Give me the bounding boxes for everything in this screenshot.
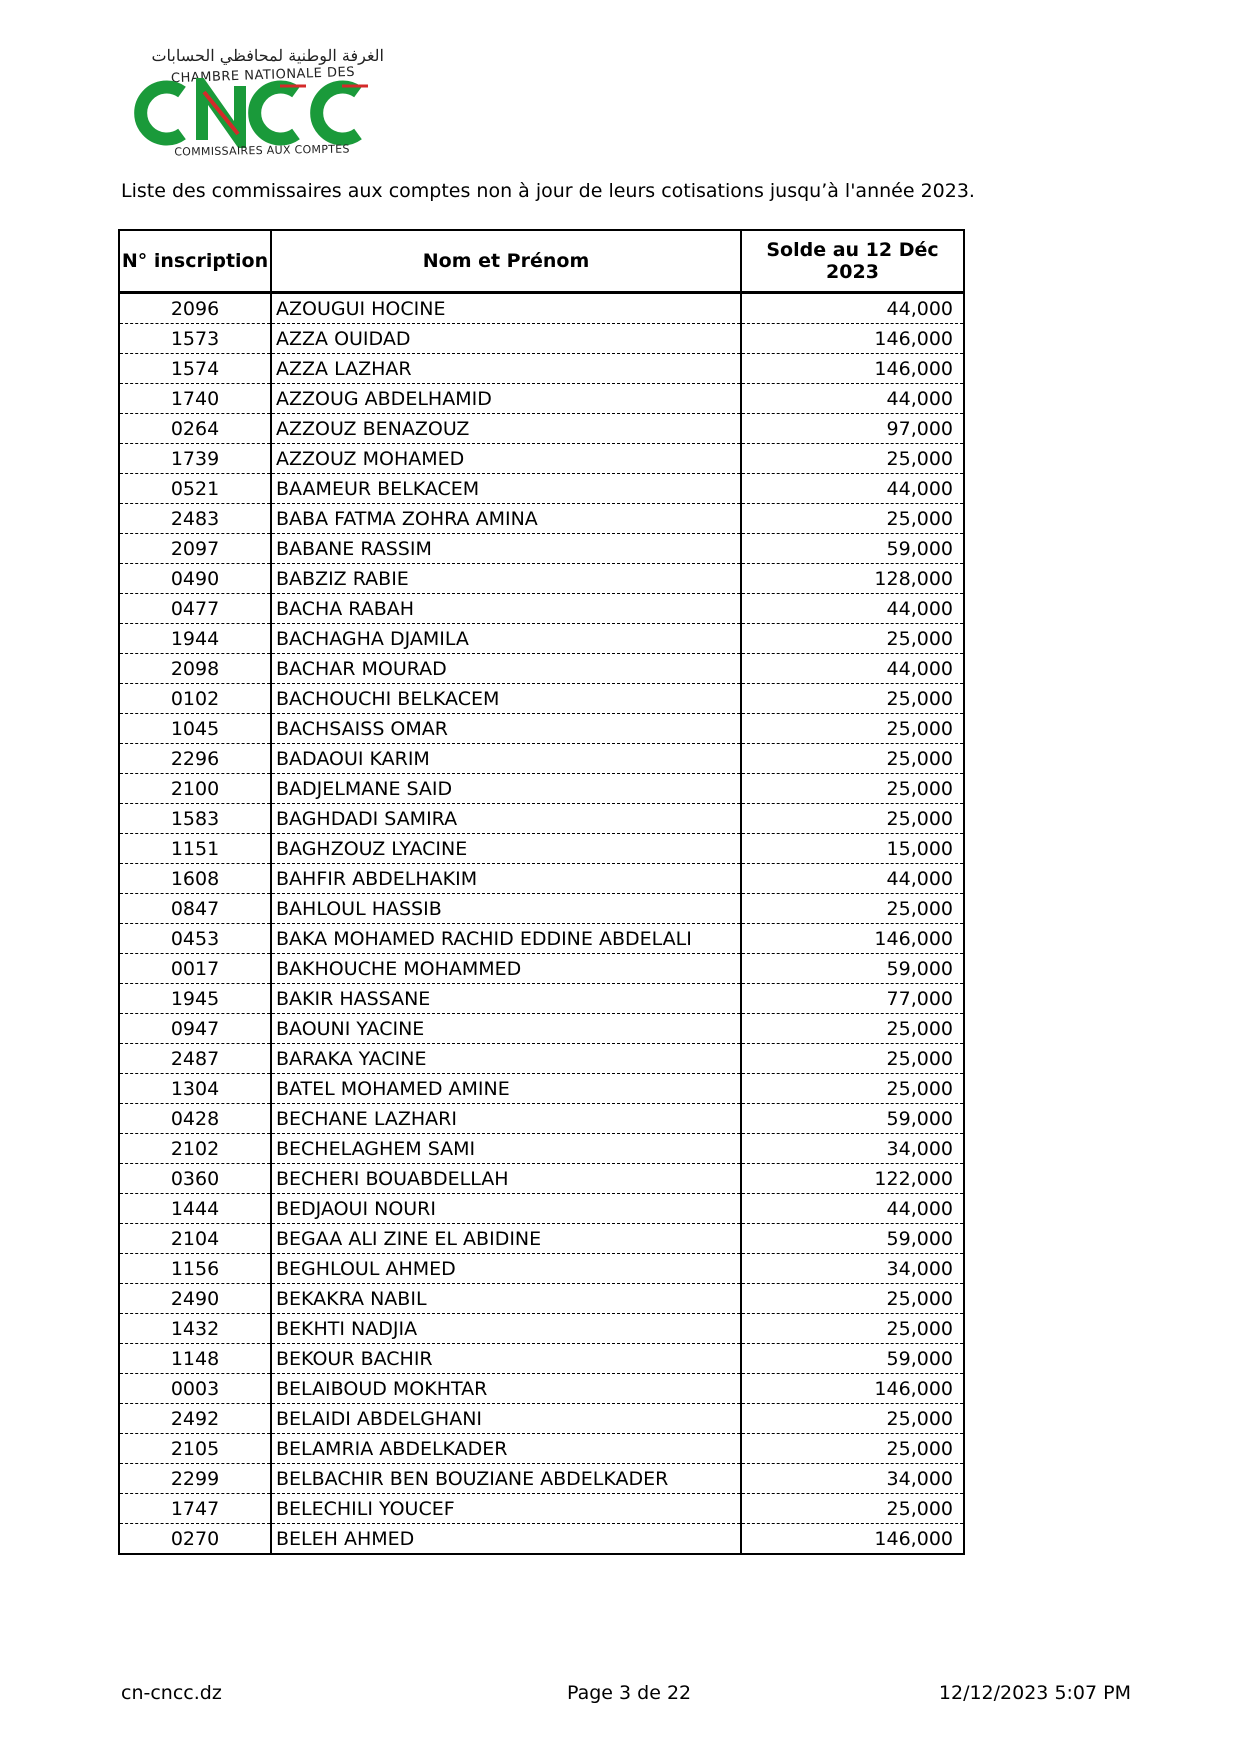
cell-full-name: BAOUNI YACINE	[271, 1014, 741, 1044]
cell-full-name: BAKHOUCHE MOHAMMED	[271, 954, 741, 984]
cell-registration-number: 1945	[119, 984, 271, 1014]
cell-registration-number: 0847	[119, 894, 271, 924]
cell-full-name: BATEL MOHAMED AMINE	[271, 1074, 741, 1104]
cell-registration-number: 0270	[119, 1524, 271, 1555]
cell-full-name: BACHA RABAH	[271, 594, 741, 624]
cell-registration-number: 1045	[119, 714, 271, 744]
cell-registration-number: 0003	[119, 1374, 271, 1404]
table-row	[119, 1044, 964, 1074]
cell-balance: 44,000	[741, 474, 964, 504]
cell-registration-number: 2102	[119, 1134, 271, 1164]
cell-full-name: BAGHZOUZ LYACINE	[271, 834, 741, 864]
cell-balance: 25,000	[741, 504, 964, 534]
cell-balance: 44,000	[741, 654, 964, 684]
table-row	[119, 1194, 964, 1224]
cell-balance: 34,000	[741, 1464, 964, 1494]
table-row	[119, 954, 964, 984]
cell-registration-number: 0102	[119, 684, 271, 714]
cell-registration-number: 2492	[119, 1404, 271, 1434]
cell-full-name: AZZOUZ BENAZOUZ	[271, 414, 741, 444]
cell-full-name: BEKOUR BACHIR	[271, 1344, 741, 1374]
cell-registration-number: 1747	[119, 1494, 271, 1524]
cell-registration-number: 2096	[119, 293, 271, 324]
cell-balance: 146,000	[741, 924, 964, 954]
cell-full-name: BELAIDI ABDELGHANI	[271, 1404, 741, 1434]
cell-balance: 128,000	[741, 564, 964, 594]
table-row	[119, 834, 964, 864]
cell-full-name: BACHAR MOURAD	[271, 654, 741, 684]
cell-registration-number: 1432	[119, 1314, 271, 1344]
cncc-emblem-icon	[130, 78, 390, 148]
cell-balance: 97,000	[741, 414, 964, 444]
cell-balance: 146,000	[741, 324, 964, 354]
cell-full-name: BEKAKRA NABIL	[271, 1284, 741, 1314]
table-row	[119, 1404, 964, 1434]
table-row	[119, 564, 964, 594]
contributions-table	[118, 229, 965, 1555]
cell-full-name: AZOUGUI HOCINE	[271, 293, 741, 324]
cell-balance: 59,000	[741, 1104, 964, 1134]
table-row	[119, 1074, 964, 1104]
table-row	[119, 354, 964, 384]
cncc-logo	[130, 46, 390, 164]
cell-registration-number: 1148	[119, 1344, 271, 1374]
cell-full-name: AZZA OUIDAD	[271, 324, 741, 354]
table-row	[119, 744, 964, 774]
cell-full-name: BACHAGHA DJAMILA	[271, 624, 741, 654]
table-row	[119, 504, 964, 534]
cell-full-name: BAAMEUR BELKACEM	[271, 474, 741, 504]
footer-timestamp: 12/12/2023 5:07 PM	[938, 1682, 1131, 1704]
cell-full-name: BEGAA ALI ZINE EL ABIDINE	[271, 1224, 741, 1254]
cell-registration-number: 2104	[119, 1224, 271, 1254]
cell-full-name: BELEH AHMED	[271, 1524, 741, 1555]
cell-balance: 25,000	[741, 744, 964, 774]
cell-balance: 34,000	[741, 1134, 964, 1164]
cell-full-name: BAHFIR ABDELHAKIM	[271, 864, 741, 894]
table-row	[119, 594, 964, 624]
cell-full-name: AZZOUG ABDELHAMID	[271, 384, 741, 414]
cell-full-name: BACHOUCHI BELKACEM	[271, 684, 741, 714]
cell-registration-number: 2299	[119, 1464, 271, 1494]
cell-registration-number: 1444	[119, 1194, 271, 1224]
cell-registration-number: 0360	[119, 1164, 271, 1194]
table-row	[119, 684, 964, 714]
cell-registration-number: 0428	[119, 1104, 271, 1134]
cell-full-name: BEDJAOUI NOURI	[271, 1194, 741, 1224]
table-row	[119, 984, 964, 1014]
cell-registration-number: 0947	[119, 1014, 271, 1044]
cell-balance: 44,000	[741, 594, 964, 624]
table-row	[119, 714, 964, 744]
cell-registration-number: 0477	[119, 594, 271, 624]
logo-arabic-text: الغرفة الوطنية لمحافظي الحسابات	[151, 46, 384, 65]
cell-balance: 25,000	[741, 1434, 964, 1464]
cell-balance: 146,000	[741, 354, 964, 384]
cell-balance: 44,000	[741, 1194, 964, 1224]
cell-full-name: BAGHDADI SAMIRA	[271, 804, 741, 834]
document-title: Liste des commissaires aux comptes non à jour de leurs cotisations jusqu’à l'année 2023.	[121, 180, 975, 202]
cell-balance: 25,000	[741, 1014, 964, 1044]
header-balance: Solde au 12 Déc 2023	[741, 230, 964, 293]
cell-balance: 25,000	[741, 1074, 964, 1104]
cell-balance: 44,000	[741, 864, 964, 894]
cell-registration-number: 0264	[119, 414, 271, 444]
cell-registration-number: 1574	[119, 354, 271, 384]
cell-registration-number: 2100	[119, 774, 271, 804]
cell-balance: 25,000	[741, 1044, 964, 1074]
footer-website: cn-cncc.dz	[121, 1682, 222, 1704]
cell-full-name: BAHLOUL HASSIB	[271, 894, 741, 924]
cell-full-name: BARAKA YACINE	[271, 1044, 741, 1074]
cell-full-name: BABZIZ RABIE	[271, 564, 741, 594]
cell-registration-number: 0017	[119, 954, 271, 984]
table-row	[119, 1464, 964, 1494]
table-row	[119, 324, 964, 354]
table-row	[119, 1254, 964, 1284]
table-header-row	[119, 230, 964, 293]
cell-balance: 25,000	[741, 624, 964, 654]
cell-balance: 25,000	[741, 1494, 964, 1524]
cell-balance: 25,000	[741, 1284, 964, 1314]
cell-registration-number: 2098	[119, 654, 271, 684]
table-row	[119, 924, 964, 954]
logo-top-text: CHAMBRE NATIONALE DES	[170, 64, 356, 87]
logo-bottom-text: COMMISSAIRES AUX COMPTES	[174, 142, 350, 159]
cell-full-name: BECHERI BOUABDELLAH	[271, 1164, 741, 1194]
table-row	[119, 1164, 964, 1194]
table-row	[119, 1134, 964, 1164]
cell-full-name: BEKHTI NADJIA	[271, 1314, 741, 1344]
cell-full-name: AZZA LAZHAR	[271, 354, 741, 384]
table-row	[119, 414, 964, 444]
table-row	[119, 534, 964, 564]
cell-registration-number: 1740	[119, 384, 271, 414]
cell-balance: 25,000	[741, 1314, 964, 1344]
cell-full-name: BELECHILI YOUCEF	[271, 1494, 741, 1524]
table-row	[119, 1284, 964, 1314]
cell-registration-number: 2296	[119, 744, 271, 774]
cell-full-name: BAKA MOHAMED RACHID EDDINE ABDELALI	[271, 924, 741, 954]
table-row	[119, 1104, 964, 1134]
cell-full-name: BELBACHIR BEN BOUZIANE ABDELKADER	[271, 1464, 741, 1494]
header-full-name: Nom et Prénom	[271, 230, 741, 293]
table-row	[119, 1374, 964, 1404]
cell-balance: 59,000	[741, 1344, 964, 1374]
cell-full-name: BADJELMANE SAID	[271, 774, 741, 804]
table-row	[119, 474, 964, 504]
cell-balance: 25,000	[741, 444, 964, 474]
table-row	[119, 804, 964, 834]
cell-balance: 15,000	[741, 834, 964, 864]
table-row	[119, 624, 964, 654]
cell-balance: 34,000	[741, 1254, 964, 1284]
cell-registration-number: 1151	[119, 834, 271, 864]
cell-registration-number: 0490	[119, 564, 271, 594]
cell-full-name: BELAMRIA ABDELKADER	[271, 1434, 741, 1464]
table-row	[119, 1524, 964, 1555]
table-row	[119, 384, 964, 414]
table-row	[119, 1014, 964, 1044]
cell-registration-number: 1583	[119, 804, 271, 834]
cell-registration-number: 2483	[119, 504, 271, 534]
cell-full-name: BELAIBOUD MOKHTAR	[271, 1374, 741, 1404]
cell-full-name: BECHELAGHEM SAMI	[271, 1134, 741, 1164]
table-row	[119, 1314, 964, 1344]
cell-full-name: BECHANE LAZHARI	[271, 1104, 741, 1134]
table-row	[119, 894, 964, 924]
cell-balance: 122,000	[741, 1164, 964, 1194]
cell-balance: 25,000	[741, 684, 964, 714]
cell-registration-number: 1608	[119, 864, 271, 894]
cell-registration-number: 1944	[119, 624, 271, 654]
cell-registration-number: 2097	[119, 534, 271, 564]
cell-registration-number: 2105	[119, 1434, 271, 1464]
cell-balance: 77,000	[741, 984, 964, 1014]
table-row	[119, 1494, 964, 1524]
cell-balance: 44,000	[741, 384, 964, 414]
cell-full-name: BABANE RASSIM	[271, 534, 741, 564]
cell-balance: 59,000	[741, 1224, 964, 1254]
cell-full-name: BABA FATMA ZOHRA AMINA	[271, 504, 741, 534]
table-row	[119, 864, 964, 894]
table-row	[119, 1434, 964, 1464]
cell-registration-number: 0521	[119, 474, 271, 504]
cell-balance: 25,000	[741, 894, 964, 924]
cell-balance: 25,000	[741, 804, 964, 834]
cell-registration-number: 1156	[119, 1254, 271, 1284]
cell-balance: 146,000	[741, 1524, 964, 1555]
cell-balance: 44,000	[741, 293, 964, 324]
cell-balance: 25,000	[741, 714, 964, 744]
footer-page-number: Page 3 de 22	[567, 1682, 692, 1704]
table-row	[119, 1344, 964, 1374]
table-row	[119, 654, 964, 684]
cell-balance: 25,000	[741, 1404, 964, 1434]
table-body	[119, 293, 964, 1555]
table-row	[119, 1224, 964, 1254]
header-registration-number: N° inscription	[119, 230, 271, 293]
table-row	[119, 444, 964, 474]
cell-registration-number: 2490	[119, 1284, 271, 1314]
cell-registration-number: 2487	[119, 1044, 271, 1074]
table-row	[119, 774, 964, 804]
cell-full-name: BADAOUI KARIM	[271, 744, 741, 774]
cell-balance: 59,000	[741, 954, 964, 984]
cell-full-name: BEGHLOUL AHMED	[271, 1254, 741, 1284]
cell-registration-number: 1304	[119, 1074, 271, 1104]
cell-balance: 59,000	[741, 534, 964, 564]
cell-full-name: AZZOUZ MOHAMED	[271, 444, 741, 474]
cell-full-name: BACHSAISS OMAR	[271, 714, 741, 744]
cell-registration-number: 1739	[119, 444, 271, 474]
cell-registration-number: 0453	[119, 924, 271, 954]
cell-balance: 146,000	[741, 1374, 964, 1404]
cell-full-name: BAKIR HASSANE	[271, 984, 741, 1014]
cell-balance: 25,000	[741, 774, 964, 804]
table-row	[119, 293, 964, 324]
cell-registration-number: 1573	[119, 324, 271, 354]
